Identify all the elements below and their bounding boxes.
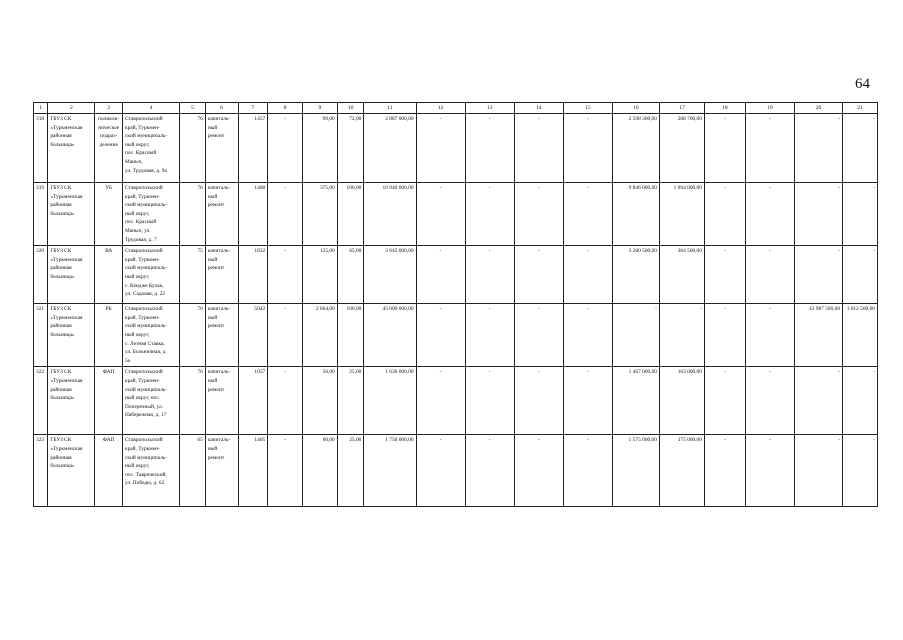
column-number-cell: 2 (48, 103, 95, 114)
table-cell-col-5: 65 (180, 435, 206, 507)
table-cell-col-21: - (843, 246, 878, 304)
table-cell-col-11: 45 000 000,00 (364, 304, 416, 367)
column-number-cell: 21 (843, 103, 878, 114)
table-row (34, 304, 878, 367)
table-cell-col-15: - (563, 304, 612, 367)
column-number-cell: 19 (745, 103, 794, 114)
table-cell-col-18: - (704, 304, 745, 367)
table-cell-col-20: - (794, 246, 842, 304)
table-cell-col-19: - (745, 435, 794, 507)
table-cell-col-7: 1832 (238, 246, 268, 304)
table-cell-col-11: 3 645 000,00 (364, 246, 416, 304)
table-cell-col-6: капиталь- ный ремонт (205, 304, 238, 367)
column-number-cell: 18 (704, 103, 745, 114)
table-cell-col-13: - (465, 114, 514, 183)
table-row (34, 183, 878, 246)
table-cell-col-12: - (416, 435, 465, 507)
table-cell-col-4: Ставропольский край, Туркмен- ский муниципаль- ный округ, пос. Поперечный, ул. Набережная, д. 17 (122, 367, 179, 435)
page-number: 64 (855, 76, 870, 92)
table-cell-col-19: - (745, 304, 794, 367)
column-number-cell: 6 (205, 103, 238, 114)
table-cell-col-19: - (745, 246, 794, 304)
table-cell-col-11: 10 940 000,00 (364, 183, 416, 246)
table-cell-col-14: - (514, 183, 563, 246)
column-number-cell: 3 (95, 103, 123, 114)
column-number-cell: 13 (465, 103, 514, 114)
table-cell-col-12: - (416, 304, 465, 367)
table-cell-col-5: 70 (180, 367, 206, 435)
table-cell-col-3: УБ (95, 183, 123, 246)
table-cell-col-9: 56,00 (302, 367, 337, 435)
column-number-cell: 16 (612, 103, 659, 114)
table-cell-col-2: ГБУЗ СК «Туркменская районная больница» (48, 246, 95, 304)
table-cell-col-5: 70 (180, 304, 206, 367)
table-cell-col-10: 100,00 (337, 183, 364, 246)
table-cell-col-10: 72,00 (337, 114, 364, 183)
table-cell-col-8: - (268, 246, 303, 304)
column-number-cell: 1 (34, 103, 48, 114)
table-cell-col-15: - (563, 367, 612, 435)
table-cell-col-7: 5042 (238, 304, 268, 367)
table-cell-col-16: - (612, 304, 659, 367)
table-cell-col-4: Ставропольский край, Туркмен- ский муниципаль- ный округ, пос. Таврический, ул. Победы, д. 62 (122, 435, 179, 507)
table-cell-col-9: 375,00 (302, 183, 337, 246)
table-cell-col-3: поликли- ническое подраз- деление (95, 114, 123, 183)
table-cell-col-1: 322 (34, 367, 48, 435)
table-cell-col-10: 25,00 (337, 367, 364, 435)
column-number-cell: 5 (180, 103, 206, 114)
table-cell-col-6: капиталь- ный ремонт (205, 435, 238, 507)
table-cell-col-6: капиталь- ный ремонт (205, 246, 238, 304)
table-cell-col-9: 60,00 (302, 435, 337, 507)
table-cell-col-16: 1 467 000,00 (612, 367, 659, 435)
table-cell-col-8: - (268, 183, 303, 246)
table-cell-col-2: ГБУЗ СК «Туркменская районная больница» (48, 367, 95, 435)
table-cell-col-7: 1465 (238, 435, 268, 507)
table-cell-col-1: 318 (34, 114, 48, 183)
table-cell-col-14: - (514, 435, 563, 507)
table-cell-col-18: - (704, 183, 745, 246)
column-number-row (34, 103, 878, 114)
table-row (34, 435, 878, 507)
table-cell-col-21: 1 012 500,00 (843, 304, 878, 367)
table-cell-col-4: Ставропольский край, Туркмен- ский муниципаль- ный округ, с. Летняя Ставка, ул. Больничная, д. 5а (122, 304, 179, 367)
table-cell-col-8: - (268, 114, 303, 183)
table-cell-col-9: 2 664,00 (302, 304, 337, 367)
table-cell-col-21: - (843, 435, 878, 507)
table-cell-col-21: - (843, 183, 878, 246)
table-cell-col-1: 323 (34, 435, 48, 507)
column-number-cell: 14 (514, 103, 563, 114)
column-number-cell: 4 (122, 103, 179, 114)
table-cell-col-20: - (794, 435, 842, 507)
table-cell-col-15: - (563, 435, 612, 507)
table-cell-col-19: - (745, 367, 794, 435)
table-cell-col-13: - (465, 304, 514, 367)
column-number-cell: 7 (238, 103, 268, 114)
table-cell-col-15: - (563, 246, 612, 304)
table-cell-col-20: - (794, 367, 842, 435)
table-cell-col-4: Ставропольский край, Туркмен- ский муниципаль- ный округ, пос. Красный Маныч, ул. Трудовая, д. 9а (122, 114, 179, 183)
table-cell-col-3: ФАП (95, 367, 123, 435)
table-cell-col-10: 25,00 (337, 435, 364, 507)
table-cell-col-5: 75 (180, 246, 206, 304)
table-cell-col-13: - (465, 246, 514, 304)
table-cell-col-14: - (514, 304, 563, 367)
table-cell-col-9: 99,00 (302, 114, 337, 183)
table-cell-col-13: - (465, 435, 514, 507)
table-cell-col-16: 2 598 300,00 (612, 114, 659, 183)
table-cell-col-16: 3 280 500,00 (612, 246, 659, 304)
table-cell-col-4: Ставропольский край, Туркмен- ский муниципаль- ный округ, с. Кендже Кулак, ул. Садовая, д. 22 (122, 246, 179, 304)
table-cell-col-21: - (843, 114, 878, 183)
table-cell-col-4: Ставропольский край, Туркмен- ский муниципаль- ный округ, пос. Красный Маныч, ул. Трудовая, д. 7 (122, 183, 179, 246)
table-row (34, 114, 878, 183)
table-cell-col-5: 76 (180, 114, 206, 183)
table-cell-col-12: - (416, 367, 465, 435)
table-cell-col-19: - (745, 183, 794, 246)
table-cell-col-11: 1 750 000,00 (364, 435, 416, 507)
column-number-cell: 10 (337, 103, 364, 114)
table-cell-col-8: - (268, 304, 303, 367)
table-cell-col-11: 2 887 000,00 (364, 114, 416, 183)
table-cell-col-12: - (416, 183, 465, 246)
table-cell-col-3: РБ (95, 304, 123, 367)
table-cell-col-20: - (794, 114, 842, 183)
table-row (34, 367, 878, 435)
table-cell-col-20: - (794, 183, 842, 246)
table-cell-col-1: 320 (34, 246, 48, 304)
column-number-cell: 8 (268, 103, 303, 114)
table-cell-col-12: - (416, 246, 465, 304)
table-cell-col-7: 1457 (238, 114, 268, 183)
table-cell-col-2: ГБУЗ СК «Туркменская районная больница» (48, 114, 95, 183)
table-cell-col-10: 100,00 (337, 304, 364, 367)
table-cell-col-19: - (745, 114, 794, 183)
table-cell-col-10: 65,00 (337, 246, 364, 304)
table-cell-col-1: 319 (34, 183, 48, 246)
table-cell-col-6: капиталь- ный ремонт (205, 367, 238, 435)
table-cell-col-8: - (268, 367, 303, 435)
table-cell-col-13: - (465, 367, 514, 435)
table-cell-col-20: 43 987 500,00 (794, 304, 842, 367)
table-cell-col-17: - (659, 304, 704, 367)
table-body (34, 103, 878, 507)
table-cell-col-17: 288 700,00 (659, 114, 704, 183)
table-cell-col-6: капиталь- ный ремонт (205, 183, 238, 246)
table-cell-col-7: 1057 (238, 367, 268, 435)
table-cell-col-14: - (514, 246, 563, 304)
column-number-cell: 20 (794, 103, 842, 114)
table-cell-col-13: - (465, 183, 514, 246)
table-cell-col-18: - (704, 367, 745, 435)
table-cell-col-3: ВА (95, 246, 123, 304)
column-number-cell: 12 (416, 103, 465, 114)
table-cell-col-6: капиталь- ный ремонт (205, 114, 238, 183)
table-cell-col-7: 1488 (238, 183, 268, 246)
column-number-cell: 9 (302, 103, 337, 114)
table-cell-col-17: 163 000,00 (659, 367, 704, 435)
table-cell-col-2: ГБУЗ СК «Туркменская районная больница» (48, 435, 95, 507)
table-cell-col-2: ГБУЗ СК «Туркменская районная больница» (48, 183, 95, 246)
table-cell-col-18: - (704, 246, 745, 304)
table-cell-col-15: - (563, 114, 612, 183)
capital-repair-table (33, 102, 878, 507)
table-cell-col-11: 1 630 000,00 (364, 367, 416, 435)
table-cell-col-14: - (514, 114, 563, 183)
table-cell-col-14: - (514, 367, 563, 435)
table-cell-col-3: ФАП (95, 435, 123, 507)
table-cell-col-18: - (704, 435, 745, 507)
table-cell-col-17: 364 500,00 (659, 246, 704, 304)
table-cell-col-15: - (563, 183, 612, 246)
table-cell-col-1: 321 (34, 304, 48, 367)
table-cell-col-16: 1 575 000,00 (612, 435, 659, 507)
table-cell-col-5: 76 (180, 183, 206, 246)
column-number-cell: 11 (364, 103, 416, 114)
table-cell-col-2: ГБУЗ СК «Туркменская районная больница» (48, 304, 95, 367)
table-cell-col-9: 125,00 (302, 246, 337, 304)
column-number-cell: 17 (659, 103, 704, 114)
table-cell-col-12: - (416, 114, 465, 183)
table-cell-col-17: 175 000,00 (659, 435, 704, 507)
table-cell-col-18: - (704, 114, 745, 183)
table-cell-col-16: 9 846 000,00 (612, 183, 659, 246)
table-cell-col-8: - (268, 435, 303, 507)
column-number-cell: 15 (563, 103, 612, 114)
table-cell-col-17: 1 094 000,00 (659, 183, 704, 246)
table-cell-col-21: - (843, 367, 878, 435)
table-row (34, 246, 878, 304)
